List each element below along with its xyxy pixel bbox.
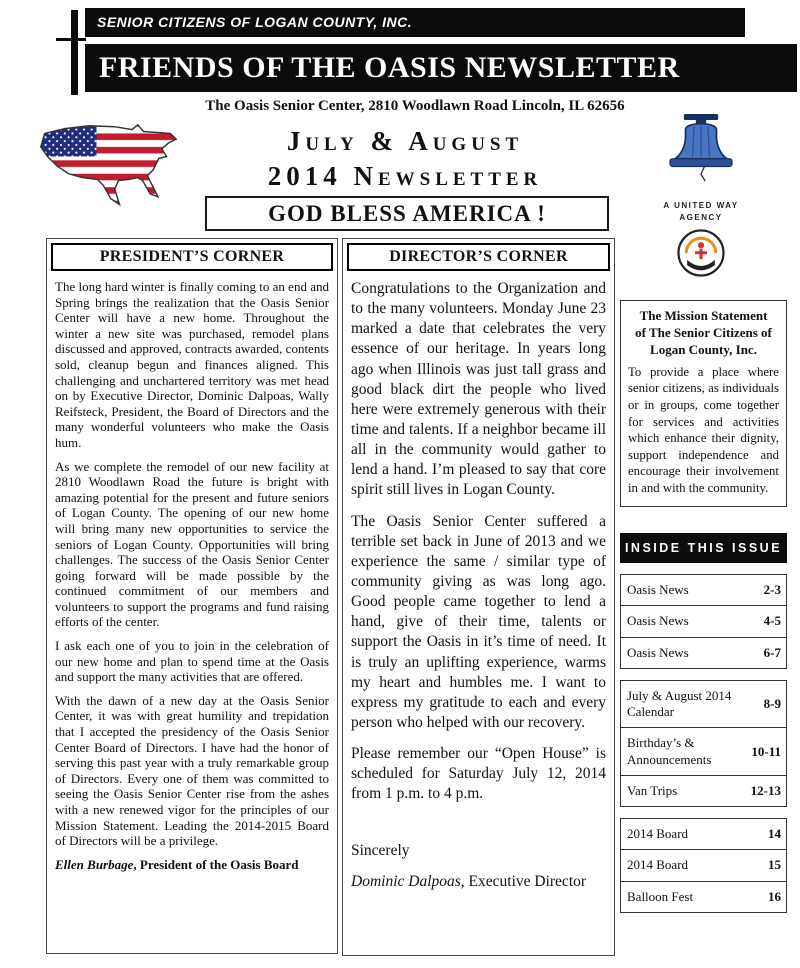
presidents-corner-section: [46, 238, 338, 954]
newsletter-title-band: [85, 44, 797, 92]
presidents-corner-heading: PRESIDENT’S CORNER: [51, 243, 333, 271]
toc-row: [620, 849, 787, 881]
toc-pages: 15: [768, 857, 781, 873]
paragraph: Congratulations to the Organization and to the many volunteers. Monday June 23 marked a date that celebrates the very essence of our heritage. In years long ago when Illinois was just tall grass and good black dirt the people who lived here were extremely generous with their time and talents. If a neighbor became ill all in the community would gather to lend a hand. I’m pleased to say that core spirit still lives in Logan County.: [351, 280, 606, 499]
president-name: Ellen Burbage: [55, 856, 134, 872]
god-bless-banner: GOD BLESS AMERICA !: [205, 196, 609, 231]
mission-title-line2: of The Senior Citizens of Logan County, Inc.: [635, 324, 772, 357]
toc-row: [620, 881, 787, 913]
directors-corner-heading: DIRECTOR’S CORNER: [347, 243, 610, 271]
mission-title-line1: The Mission Statement: [639, 308, 768, 323]
toc-label: Oasis News: [627, 644, 689, 660]
director-signature: [351, 872, 606, 892]
toc-label: 2014 Board: [627, 857, 689, 873]
toc-pages: 16: [768, 888, 781, 904]
paragraph: Please remember our “Open House” is scheduled for Saturday July 12, 2014 from 1 p.m. to 4 p.m.: [351, 745, 606, 803]
director-title: Executive Director: [468, 872, 587, 890]
issue-year: 2014 Newsletter: [267, 160, 543, 191]
organization-name: SENIOR CITIZENS OF LOGAN COUNTY, INC.: [97, 14, 413, 30]
toc-label: Van Trips: [627, 782, 678, 798]
toc-pages: 6-7: [763, 644, 781, 660]
toc-pages: 12-13: [750, 782, 781, 798]
toc-pages: 4-5: [763, 613, 781, 629]
directors-corner-body: [343, 275, 614, 892]
address-line: The Oasis Senior Center, 2810 Woodlawn Road Lincoln, IL 62656: [205, 98, 625, 114]
toc-label: Oasis News: [627, 613, 689, 629]
issue-title: [190, 124, 620, 193]
united-way-caption: A UNITED WAY AGENCY: [663, 201, 739, 222]
toc-label: Oasis News: [627, 582, 689, 597]
toc-label: Balloon Fest: [627, 888, 694, 904]
toc-row: [620, 818, 787, 850]
inside-this-issue-table: [620, 575, 787, 913]
presidents-corner-body: [47, 275, 337, 872]
mission-body: To provide a place where senior citizens, as individuals or in groups, come together for services and activities which enhance their dignity, support independence and encourage their involvement in and with the community.: [628, 364, 779, 496]
liberty-bell-icon: [658, 112, 744, 190]
director-closing: Sincerely: [351, 841, 410, 859]
toc-pages: 10-11: [751, 743, 781, 759]
directors-corner-section: [342, 238, 615, 956]
toc-row: [620, 574, 787, 606]
masthead-cross-horizontal-rule: [56, 38, 86, 41]
toc-pages: 2-3: [763, 582, 781, 598]
toc-label: Birthday’s & Announcements: [627, 735, 712, 767]
toc-label: July & August 2014 Calendar: [627, 687, 732, 719]
masthead-cross-vertical-rule: [71, 10, 78, 95]
toc-row: [620, 637, 787, 669]
paragraph: The Oasis Senior Center suffered a terrible set back in June of 2013 and we experience the same / similar type of community giving as was long ago. Good people came together to lend a hand, give of their time, talents or support the Oasis in it’s time of need. It is truly an uplifting experience, warms my heart and humbles me. I want to express my gratitude to each and every person who helped with our recovery.: [351, 512, 606, 731]
toc-pages: 14: [768, 826, 781, 842]
paragraph: The long hard winter is finally coming to an end and Spring brings the realization that the Oasis Senior Center will have a new home. Throughout the winter a new site was purchased, remodel plans discussed and approved, contracts awarded, contents sold, cleanup begun and finances aligned. This challenging and unchartered territory was met head on by Executive Director, Dominic Dalpoas, Wally Reifsteck, President, the Board of Directors and the many wonderful volunteers who make the Oasis hum.: [55, 279, 329, 450]
newsletter-title: FRIENDS OF THE OASIS NEWSLETTER: [99, 51, 680, 84]
issue-months: July & August: [286, 126, 524, 156]
inside-this-issue-heading: INSIDE THIS ISSUE: [620, 533, 787, 563]
president-signature: [55, 857, 329, 873]
organization-banner: [85, 8, 745, 37]
president-title: , President of the Oasis Board: [133, 856, 299, 872]
paragraph: As we complete the remodel of our new facility at 2810 Woodlawn Road the future is bright with amazing potential for the present and future seniors of Logan County. The opening of our new home will bring many new opportunities to service the seniors of Logan County. Opportunities will bring challenges. The success of the Oasis Senior Center going forward will be made possible by the continued commitment of our members and volunteers to support the programs and fund raising efforts of the center.: [55, 458, 329, 630]
united-way-logo-icon: [675, 227, 727, 279]
director-name: Dominic Dalpoas,: [351, 872, 465, 890]
toc-pages: 8-9: [763, 696, 781, 711]
paragraph: With the dawn of a new day at the Oasis Senior Center, it was with great humility and trepidation that I accepted the presidency of the Oasis Senior Center Board of Directors. I have had the honor of serving this past year with a truly remarkable group of Directors. Every one of them was committed to seeing the Oasis Senior Center rise from the ashes with a new renewed vigor for the principles of our Mission Statement. Leading the 2014-2015 Board of Directors will be a privilege.: [55, 692, 329, 849]
toc-label: 2014 Board: [627, 826, 689, 841]
united-way-block: [656, 200, 746, 279]
paragraph: I ask each one of you to join in the celebration of our new home and plan to spend time at the Oasis and support the many activities that are offered.: [55, 638, 329, 685]
toc-row: [620, 680, 787, 729]
mission-statement-box: [620, 300, 787, 507]
toc-row: [620, 605, 787, 637]
us-flag-icon: [36, 120, 180, 216]
toc-row: [620, 775, 787, 807]
toc-row: [620, 727, 787, 776]
